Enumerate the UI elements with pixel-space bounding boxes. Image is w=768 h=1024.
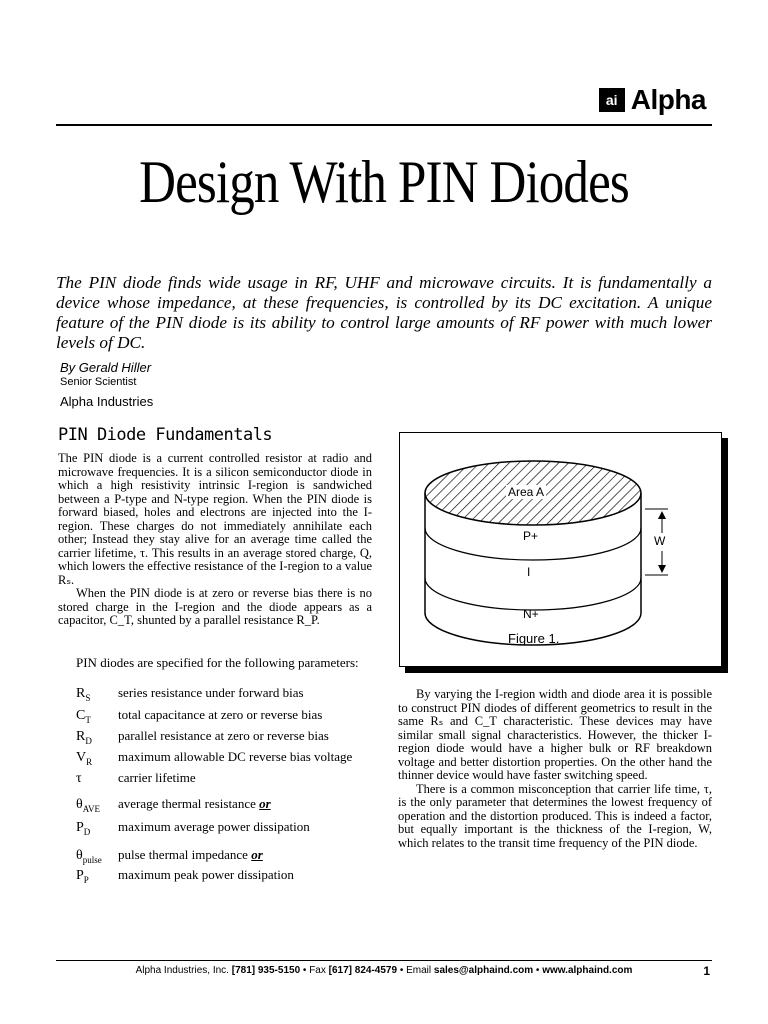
area-a-label: Area A: [508, 485, 545, 499]
w-arrow-up: [658, 511, 666, 519]
intro-paragraph: The PIN diode finds wide usage in RF, UHF and microwave circuits. It is fundamentally a device whose impedance, at these frequencies, is controlled by its DC excitation. A unique feature of the PIN diode is its ability to control large amounts of RF power with much lower levels of DC.: [56, 273, 712, 352]
alpha-logo-text: Alpha: [630, 84, 706, 115]
param-row: [76, 749, 352, 767]
left-column-text: [58, 452, 372, 628]
param-description: average thermal resistance or: [118, 796, 271, 811]
section-heading: PIN Diode Fundamentals: [58, 425, 273, 445]
footer-email-label: Email: [406, 965, 432, 976]
param-row: [76, 728, 329, 746]
footer-fax: [617] 824-4579: [328, 965, 398, 976]
param-symbol: $R_S$: [76, 686, 91, 703]
param-row: [76, 847, 263, 865]
param-symbol: $\theta_{pulse}$: [76, 848, 102, 865]
param-row: [76, 819, 310, 837]
param-symbol: $C_T$: [76, 708, 91, 725]
footer: Alpha Industries, Inc. [781] 935-5150 • Fax [617] 824-4579 • Email sales@alphaind.com • www.alphaind.com: [135, 965, 633, 976]
author-role: Senior Scientist: [60, 376, 137, 388]
param-row: [76, 770, 196, 788]
p-layer-label: P+: [523, 529, 539, 543]
footer-email-link[interactable]: sales@alphaind.com: [433, 965, 534, 976]
param-description: series resistance under forward bias: [118, 685, 304, 700]
alpha-logo-mark: ai: [599, 88, 625, 112]
figure-caption: Figure 1.: [508, 631, 560, 646]
footer-web-link[interactable]: www.alphaind.com: [542, 965, 633, 976]
right-paragraph-2: There is a common misconception that carrier life time, τ, is the only parameter that determines the lowest frequency of operation and the distortion produced. This is indeed a factor, but equally important is the thickness of the I-region, W, which relates to the transit time frequency of the PIN diode.: [398, 781, 712, 850]
param-row: [76, 685, 304, 703]
param-description: maximum peak power dissipation: [118, 867, 294, 882]
left-paragraph-1: The PIN diode is a current controlled resistor at radio and microwave frequencies. It is a silicon semiconductor diode in which a high resistivity intrinsic I-region is sandwiched between a P-type and N-type region. When the PIN diode is forward biased, holes and electrons are injected into the I-region. These charges do not immediately annihilate each other; Instead they stay alive for an average time called the carrier lifetime, τ. This results in an average stored charge, Q, which lowers the effective resistance of the I-region to a value Rₛ.: [58, 451, 372, 587]
header-rule: [56, 124, 712, 126]
w-arrow-down: [658, 565, 666, 573]
param-symbol: $P_P$: [76, 868, 89, 885]
param-description: total capacitance at zero or reverse bias: [118, 707, 323, 722]
param-row: [76, 867, 294, 885]
right-column-text: [398, 688, 712, 850]
left-paragraph-2: When the PIN diode is at zero or reverse bias there is no stored charge in the I-region and the diode appears as a capacitor, C_T, shunted by a parallel resistance R_P.: [58, 586, 372, 627]
param-description: maximum allowable DC reverse bias voltage: [118, 749, 353, 764]
param-symbol: $\theta_{AVE}$: [76, 797, 101, 814]
page-title: Design With PIN Diodes: [139, 149, 629, 215]
author-company: Alpha Industries: [60, 394, 154, 409]
param-description: parallel resistance at zero or reverse bias: [118, 728, 329, 743]
param-row: [76, 707, 322, 725]
param-symbol: τ: [76, 771, 82, 786]
n-layer-label: N+: [523, 607, 539, 621]
param-description: pulse thermal impedance or: [118, 847, 263, 862]
spec-intro: PIN diodes are specified for the following parameters:: [76, 655, 359, 670]
param-symbol: $P_D$: [76, 820, 91, 837]
param-description: maximum average power dissipation: [118, 819, 310, 834]
param-symbol: $R_D$: [76, 729, 92, 746]
footer-rule: [56, 960, 712, 961]
right-paragraph-1: By varying the I-region width and diode area it is possible to construct PIN diodes of different geometrics to result in the same Rₛ and C_T characteristic. These devices may have similar small signal characteristics. However, the thicker I-region diode would have a higher bulk or RF breakdown voltage and better distortion properties. On the other hand the thinner device would have faster switching speed.: [398, 687, 712, 782]
footer-phone: [781] 935-5150: [231, 965, 301, 976]
param-row: [76, 796, 271, 814]
footer-fax-label: Fax: [309, 965, 326, 976]
author-byline: By Gerald Hiller: [60, 360, 152, 375]
i-layer-label: I: [527, 565, 531, 579]
alpha-logo: [599, 84, 706, 116]
figure-1: [399, 432, 722, 667]
param-description: carrier lifetime: [118, 770, 196, 785]
param-symbol: $V_R$: [76, 750, 93, 767]
pin-diode-diagram: [400, 433, 720, 665]
footer-company: Alpha Industries, Inc.: [135, 965, 229, 976]
page-number: 1: [703, 964, 710, 978]
w-label: W: [654, 534, 666, 548]
